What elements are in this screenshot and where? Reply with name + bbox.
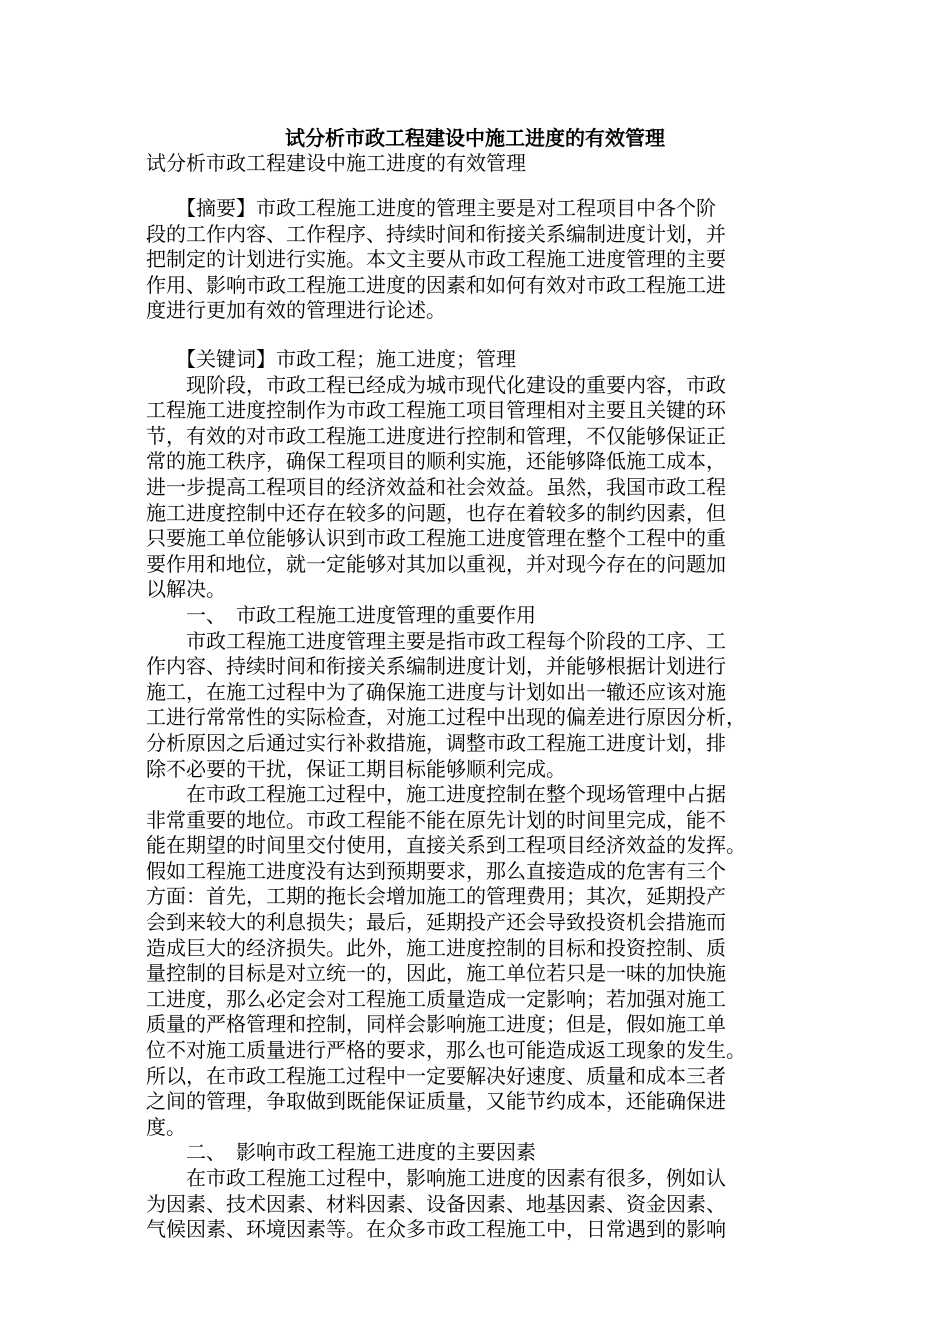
body-line: 为因素、技术因素、材料因素、设备因素、地基因素、资金因素、 [146, 1191, 726, 1216]
abstract-line: 作用、影响市政工程施工进度的因素和如何有效对市政工程施工进 [146, 272, 726, 297]
body-line: 会到来较大的利息损失；最后，延期投产还会导致投资机会措施而 [146, 910, 726, 935]
body-line: 在市政工程施工过程中，施工进度控制在整个现场管理中占据 [146, 782, 726, 807]
body-line: 进一步提高工程项目的经济效益和社会效益。虽然，我国市政工程 [146, 474, 726, 499]
abstract-paragraph [146, 196, 806, 324]
body-line: 造成巨大的经济损失。此外，施工进度控制的目标和投资控制、质 [146, 935, 726, 960]
document-title: 试分析市政工程建设中施工进度的有效管理 [285, 126, 665, 150]
body-line: 非常重要的地位。市政工程能不能在原先计划的时间里完成，能不 [146, 807, 726, 832]
body-line: 节，有效的对市政工程施工进度进行控制和管理，不仅能够保证正 [146, 423, 726, 448]
body-line: 工程施工进度控制作为市政工程施工项目管理相对主要且关键的环 [146, 398, 726, 423]
body-line: 除不必要的干扰，保证工期目标能够顺利完成。 [146, 756, 566, 781]
document-subtitle: 试分析市政工程建设中施工进度的有效管理 [146, 151, 526, 175]
body-line: 方面：首先，工期的拖长会增加施工的管理费用；其次，延期投产 [146, 884, 726, 909]
body-line: 位不对施工质量进行严格的要求，那么也可能造成返工现象的发生。 [146, 1038, 746, 1063]
abstract-line: 段的工作内容、工作程序、持续时间和衔接关系编制进度计划，并 [146, 221, 726, 246]
body-line: 质量的严格管理和控制，同样会影响施工进度；但是，假如施工单 [146, 1012, 726, 1037]
body-line: 能在期望的时间里交付使用，直接关系到工程项目经济效益的发挥。 [146, 833, 746, 858]
body-line: 要作用和地位，就一定能够对其加以重视，并对现今存在的问题加 [146, 551, 726, 576]
body-line: 在市政工程施工过程中，影响施工进度的因素有很多，例如认 [146, 1166, 726, 1190]
body-line: 量控制的目标是对立统一的，因此，施工单位若只是一味的加快施 [146, 961, 726, 986]
abstract-line: 【摘要】市政工程施工进度的管理主要是对工程项目中各个阶 [146, 196, 716, 220]
body-line: 以解决。 [146, 577, 226, 602]
body-line: 一、 市政工程施工进度管理的重要作用 [146, 602, 536, 627]
body-line: 【关键词】市政工程；施工进度；管理 [146, 347, 516, 371]
body-line: 度。 [146, 1114, 186, 1139]
body-line: 二、 影响市政工程施工进度的主要因素 [146, 1140, 536, 1165]
body-line: 假如工程施工进度没有达到预期要求，那么直接造成的危害有三个 [146, 858, 726, 883]
body-line: 工进行常常性的实际检查，对施工过程中出现的偏差进行原因分析， [146, 705, 746, 730]
body-text [146, 347, 806, 1243]
body-line: 市政工程施工进度管理主要是指市政工程每个阶段的工序、工 [146, 628, 726, 653]
body-line: 分析原因之后通过实行补救措施，调整市政工程施工进度计划，排 [146, 730, 726, 755]
abstract-line: 度进行更加有效的管理进行论述。 [146, 298, 446, 323]
abstract-line: 把制定的计划进行实施。本文主要从市政工程施工进度管理的主要 [146, 247, 726, 272]
body-line: 作内容、持续时间和衔接关系编制进度计划，并能够根据计划进行 [146, 654, 726, 679]
body-line: 现阶段，市政工程已经成为城市现代化建设的重要内容，市政 [146, 372, 726, 397]
body-line: 所以，在市政工程施工过程中一定要解决好速度、质量和成本三者 [146, 1063, 726, 1088]
body-line: 施工进度控制中还存在较多的问题，也存在着较多的制约因素，但 [146, 500, 726, 525]
body-line: 施工，在施工过程中为了确保施工进度与计划如出一辙还应该对施 [146, 679, 726, 704]
body-line: 只要施工单位能够认识到市政工程施工进度管理在整个工程中的重 [146, 526, 726, 551]
body-line: 常的施工秩序，确保工程项目的顺利实施，还能够降低施工成本， [146, 449, 726, 474]
body-line: 工进度，那么必定会对工程施工质量造成一定影响；若加强对施工 [146, 986, 726, 1011]
body-line: 之间的管理，争取做到既能保证质量，又能节约成本，还能确保进 [146, 1089, 726, 1114]
body-line: 气候因素、环境因素等。在众多市政工程施工中，日常遇到的影响 [146, 1217, 726, 1242]
